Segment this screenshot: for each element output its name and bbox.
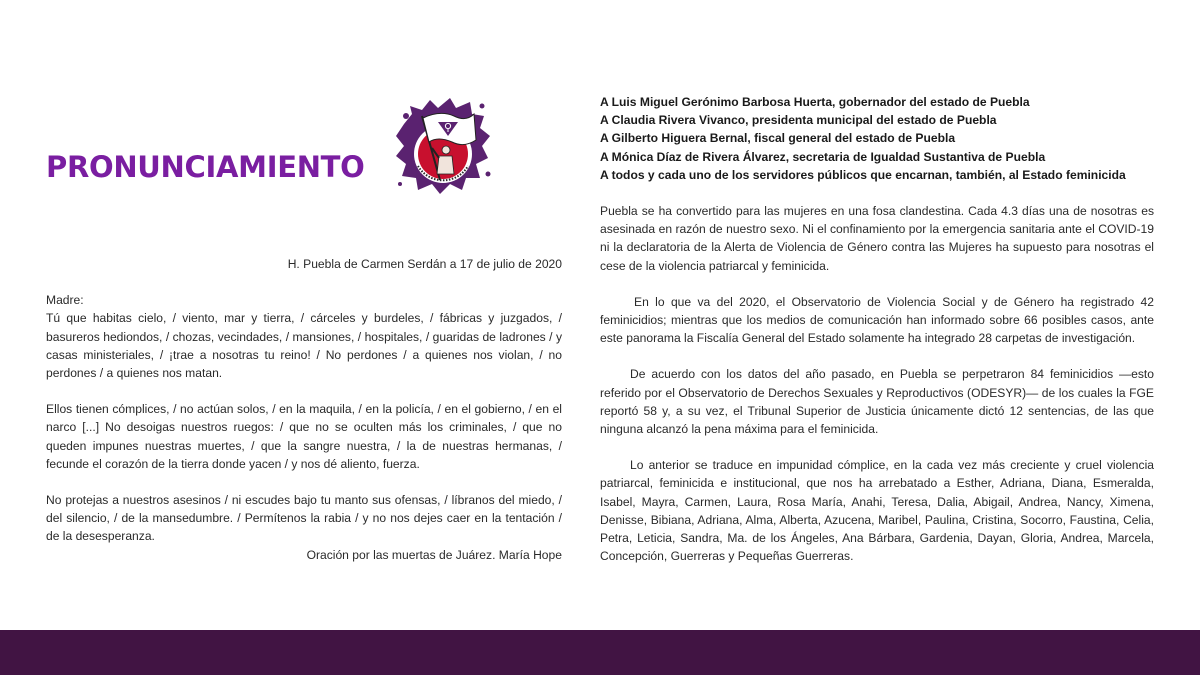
place-date: H. Puebla de Carmen Serdán a 17 de julio de 2020 (287, 257, 562, 271)
right-column (600, 93, 1154, 565)
addressee-line: A todos y cada uno de los servidores públicos que encarnan, también, al Estado feminicida (600, 167, 1126, 182)
poem-stanza: No protejas a nuestros asesinos / ni escudes bajo tu manto sus ofensas, / líbranos del miedo, / del silencio, / de la mansedumbre. / Permítenos la rabia / y no nos dejes caer en la tentación / de la desesperanza. (46, 493, 562, 544)
body-paragraph: En lo que va del 2020, el Observatorio de Violencia Social y de Género ha registrado 42 feminicidios; mientras que los medios de comunicación han informado sobre 66 posibles casos, ante este panorama la Fiscalía General del Estado solamente ha integrado 28 carpetas de investigación. (600, 294, 1154, 346)
poem-salutation: Madre: (46, 293, 84, 308)
addressee-line: A Luis Miguel Gerónimo Barbosa Huerta, gobernador del estado de Puebla (600, 95, 1030, 109)
body-paragraph: De acuerdo con los datos del año pasado, en Puebla se perpetraron 84 feminicidios —esto referido por el Observatorio de Derechos Sexuales y Reproductivos (ODESYR)— de los cuales la FGE reportó 58 y, a su vez, el Tribunal Superior de Justicia únicamente dictó 12 sentencias, de las que ninguna alcanzó la pena máxima para el feminicida. (600, 367, 1154, 437)
poem-stanza: Ellos tienen cómplices, / no actúan solos, / en la maquila, / en la policía, / en el gobierno, / en el narco [...] No desoigas nuestros ruegos: / que no se oculten más los criminales, / que no queden impunes nuestras muertes, / que la sangre nuestra, / la de nuestras hermanas, / fecunde el corazón de la tierra donde yacen / y nos dé aliento, fuerza. (46, 402, 562, 471)
addressee-line: A Mónica Díaz de Rivera Álvarez, secretaria de Igualdad Sustantiva de Puebla (600, 149, 1046, 164)
poem-stanza: Tú que habitas cielo, / viento, mar y tierra, / cárceles y burdeles, / fábricas y juzgados, / basureros hediondos, / chozas, vecindades, / mansiones, / hospitales, / guaridas de ladrones / y casas ministeriales, / ¡trae a nosotras tu reino! / No perdones / a quienes nos violan, / no perdones / a quienes nos matan. (46, 311, 562, 381)
addressee-line: A Gilberto Higuera Bernal, fiscal general del estado de Puebla (600, 131, 956, 146)
poem-attribution: Oración por las muertas de Juárez. María Hope (306, 547, 562, 562)
addressee-line: A Claudia Rivera Vivanco, presidenta municipal del estado de Puebla (600, 113, 997, 128)
left-column (46, 255, 562, 564)
body-paragraph: Lo anterior se traduce en impunidad cómplice, en la cada vez más creciente y cruel violencia patriarcal, feminicida e institucional, que nos ha arrebatado a Esther, Adriana, Diana, Esmeralda, Isabel, Mayra, Carmen, Laura, Rosa María, Anahi, Teresa, Dalia, Abigail, Andrea, Nancy, Ximena, Denisse, Bibiana, Adriana, Alma, Alberta, Azucena, Maribel, Paulina, Cristina, Socorro, Faustina, Celia, Petra, Leticia, Sandra, Ma. de los Ángeles, Ana Bárbara, Gardenia, Dayan, Gloria, Andrea, Marcela, Concepción, Guerreras y Pequeñas Guerreras. (600, 458, 1154, 564)
feminist-flag-logo (392, 94, 494, 202)
page-title: PRONUNCIAMIENTO (46, 150, 365, 184)
body-paragraph: Puebla se ha convertido para las mujeres en una fosa clandestina. Cada 4.3 días una de nosotras es asesinada en razón de nuestro sexo. Ni el confinamiento por la emergencia sanitaria ante el COVID-19 ni la declaratoria de la Alerta de Violencia de Género contra las Mujeres ha supuesto para nosotras el cese de la violencia patriarcal y feminicida. (600, 204, 1154, 273)
footer-bar (0, 630, 1200, 675)
